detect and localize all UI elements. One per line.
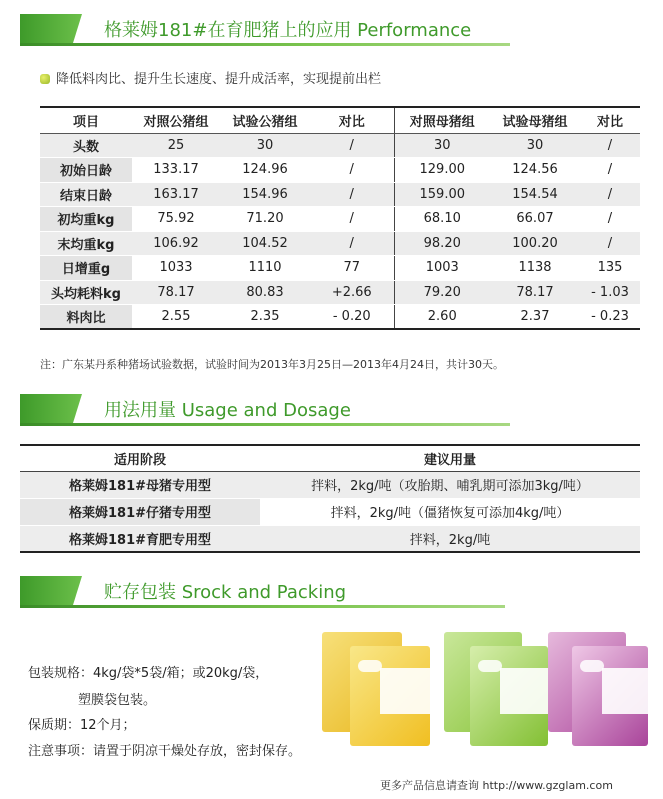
table-cell: 30: [220, 133, 310, 158]
label-panel: [500, 668, 550, 714]
header-underline: [20, 605, 505, 608]
row-label: 头均耗料kg: [40, 280, 132, 305]
purple-bag-front: [572, 646, 648, 746]
col-header: 对照母猪组: [394, 107, 490, 133]
table-cell: /: [310, 133, 394, 158]
usage-section-header: [0, 394, 510, 430]
stage-cell: 格莱姆181#仔猪专用型: [20, 498, 260, 525]
label-panel: [602, 668, 652, 714]
usage-table: [20, 444, 640, 553]
table-cell: 129.00: [394, 158, 490, 183]
table-cell: /: [580, 133, 640, 158]
table-header-row: [20, 445, 640, 471]
table-row: [20, 525, 640, 552]
header-underline: [20, 43, 510, 46]
stage-cell: 格莱姆181#育肥专用型: [20, 525, 260, 552]
table-cell: /: [310, 207, 394, 232]
table-row: [40, 256, 640, 281]
table-row: [20, 498, 640, 525]
yellow-bag-front: [350, 646, 430, 746]
packing-section-header: [0, 576, 505, 612]
col-header: 试验公猪组: [220, 107, 310, 133]
dosage-cell: 拌料，2kg/吨（攻胎期、哺乳期可添加3kg/吨）: [260, 471, 640, 498]
bullet-text: 降低料肉比、提升生长速度、提升成活率，实现提前出栏: [56, 72, 382, 87]
table-cell: 25: [132, 133, 220, 158]
performance-section-header: [0, 14, 510, 50]
table-cell: 154.96: [220, 182, 310, 207]
table-cell: 163.17: [132, 182, 220, 207]
table-cell: - 0.23: [580, 305, 640, 330]
table-cell: 2.55: [132, 305, 220, 330]
table-cell: 124.96: [220, 158, 310, 183]
row-label: 末均重kg: [40, 231, 132, 256]
table-row: [40, 133, 640, 158]
table-cell: 154.54: [490, 182, 580, 207]
table-cell: 135: [580, 256, 640, 281]
table-cell: 78.17: [490, 280, 580, 305]
green-bag-front: [470, 646, 548, 746]
table-cell: +2.66: [310, 280, 394, 305]
table-cell: 30: [394, 133, 490, 158]
table-cell: 1138: [490, 256, 580, 281]
table-cell: 77: [310, 256, 394, 281]
table-row: [40, 280, 640, 305]
row-label: 头数: [40, 133, 132, 158]
brand-logo-icon: [580, 660, 604, 672]
usage-title: 用法用量 Usage and Dosage: [104, 400, 351, 421]
table-cell: /: [580, 182, 640, 207]
row-label: 料肉比: [40, 305, 132, 330]
table-cell: - 0.20: [310, 305, 394, 330]
table-cell: 106.92: [132, 231, 220, 256]
table-row: [40, 231, 640, 256]
table-cell: /: [310, 158, 394, 183]
table-cell: 71.20: [220, 207, 310, 232]
table-cell: 75.92: [132, 207, 220, 232]
performance-table: [40, 106, 640, 330]
dosage-cell: 拌料，2kg/吨: [260, 525, 640, 552]
table-cell: 78.17: [132, 280, 220, 305]
table-cell: 1003: [394, 256, 490, 281]
performance-title: 格莱姆181#在育肥猪上的应用 Performance: [104, 20, 472, 41]
packing-spec: 包装规格：4kg/袋*5袋/箱；或20kg/袋，: [28, 666, 269, 681]
row-label: 初均重kg: [40, 207, 132, 232]
table-cell: 2.37: [490, 305, 580, 330]
table-cell: /: [310, 182, 394, 207]
table-row: [40, 182, 640, 207]
stage-cell: 格莱姆181#母猪专用型: [20, 471, 260, 498]
shelf-life: 保质期：12个月；: [28, 718, 136, 733]
table-cell: 1110: [220, 256, 310, 281]
table-cell: /: [580, 231, 640, 256]
table-cell: 80.83: [220, 280, 310, 305]
table-cell: 159.00: [394, 182, 490, 207]
table-cell: /: [580, 158, 640, 183]
col-header: 对比: [310, 107, 394, 133]
footer-info: 更多产品信息请查询 http://www.gzglam.com: [380, 779, 613, 792]
table-cell: 124.56: [490, 158, 580, 183]
brand-logo-icon: [358, 660, 382, 672]
header-accent-bar: [20, 14, 82, 44]
table-cell: 100.20: [490, 231, 580, 256]
header-accent-bar: [20, 576, 82, 606]
table-cell: 2.35: [220, 305, 310, 330]
table-cell: 79.20: [394, 280, 490, 305]
row-label: 初始日龄: [40, 158, 132, 183]
table-row: [40, 158, 640, 183]
col-header: 试验母猪组: [490, 107, 580, 133]
performance-bullet: [40, 68, 381, 87]
table-cell: 66.07: [490, 207, 580, 232]
table-cell: 98.20: [394, 231, 490, 256]
trial-note: 注：广东某丹系种猪场试验数据，试验时间为2013年3月25日—2013年4月24日，共计30天。: [40, 358, 504, 371]
col-header: 对比: [580, 107, 640, 133]
table-cell: 30: [490, 133, 580, 158]
header-accent-bar: [20, 394, 82, 424]
header-underline: [20, 423, 510, 426]
packing-spec-2: 塑膜袋包装。: [78, 693, 157, 708]
table-row: [40, 305, 640, 330]
table-cell: /: [310, 231, 394, 256]
table-cell: 104.52: [220, 231, 310, 256]
table-cell: 68.10: [394, 207, 490, 232]
table-header-row: [40, 107, 640, 133]
table-cell: 1033: [132, 256, 220, 281]
col-header: 项目: [40, 107, 132, 133]
table-cell: /: [580, 207, 640, 232]
row-label: 日增重g: [40, 256, 132, 281]
col-header: 适用阶段: [20, 445, 260, 471]
packing-title: 贮存包装 Srock and Packing: [104, 582, 347, 603]
table-row: [20, 471, 640, 498]
table-cell: 133.17: [132, 158, 220, 183]
table-cell: 2.60: [394, 305, 490, 330]
table-cell: - 1.03: [580, 280, 640, 305]
storage-notice: 注意事项：请置于阴凉干燥处存放，密封保存。: [28, 744, 302, 759]
row-label: 结束日龄: [40, 182, 132, 207]
label-panel: [380, 668, 430, 714]
dosage-cell: 拌料，2kg/吨（僵猪恢复可添加4kg/吨）: [260, 498, 640, 525]
bullet-icon: [40, 74, 50, 84]
col-header: 对照公猪组: [132, 107, 220, 133]
brand-logo-icon: [478, 660, 502, 672]
col-header: 建议用量: [260, 445, 640, 471]
table-row: [40, 207, 640, 232]
